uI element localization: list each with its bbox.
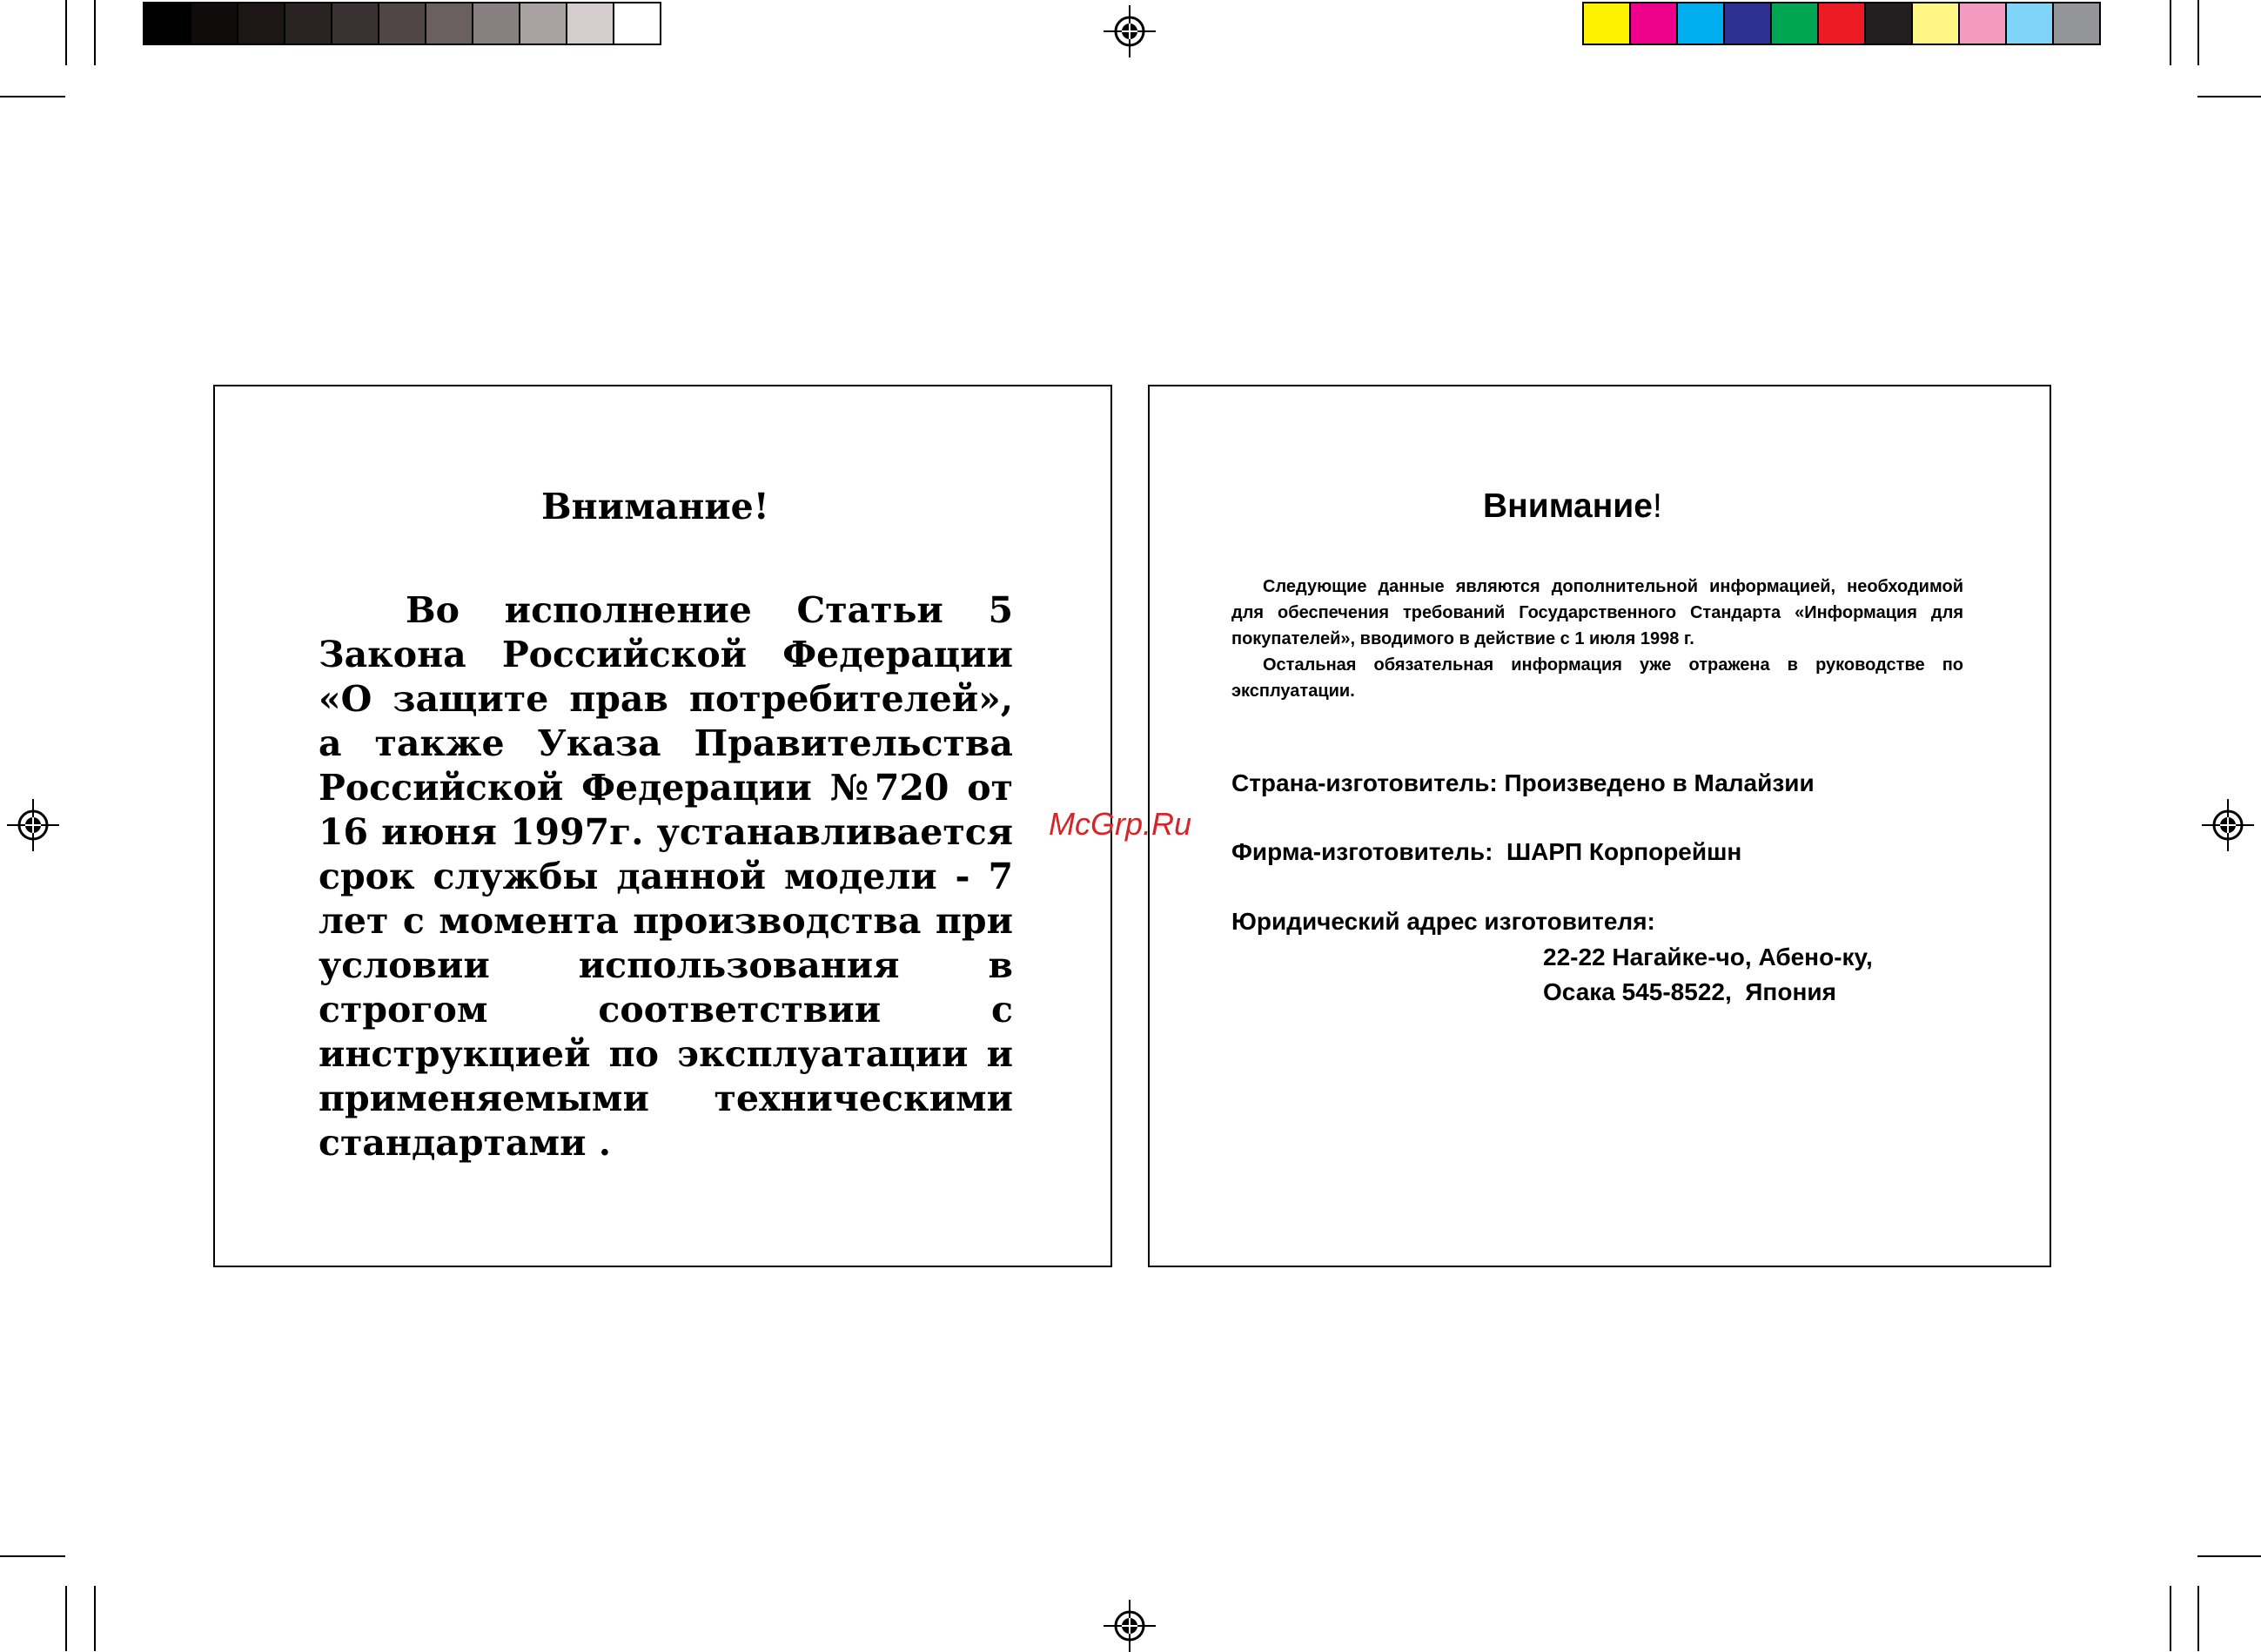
address-label: Юридический адрес изготовителя: <box>1231 908 1655 935</box>
gray-swatch <box>143 2 191 45</box>
color-swatch <box>1582 2 1631 45</box>
country-of-origin: Страна-изготовитель: Произведено в Малайзии <box>1231 769 1815 796</box>
color-swatch <box>1911 2 1960 45</box>
color-swatch <box>1817 2 1866 45</box>
crop-mark <box>2197 96 2261 97</box>
color-calibration-bar <box>1584 2 2101 45</box>
left-heading: Внимание! <box>541 486 769 527</box>
color-swatch <box>1770 2 1819 45</box>
crop-mark <box>65 0 67 65</box>
watermark-text: McGrp.Ru <box>1049 806 1192 842</box>
registration-mark-bottom <box>1104 1600 1156 1652</box>
right-heading-word: Внимание <box>1483 487 1653 525</box>
color-swatch <box>1676 2 1725 45</box>
gray-swatch <box>472 2 520 45</box>
manufacturer-name: Фирма-изготовитель: ШАРП Корпорейшн <box>1231 838 1742 865</box>
additional-info-paragraph: Следующие данные являются дополнительной информацией, необходимой для обеспечения требований Государственного Стандарта «Информация для покупателей», вводимого в действие с 1 июля 1998 г. <box>1231 577 1963 648</box>
gray-swatch <box>425 2 473 45</box>
crop-mark <box>65 1586 67 1651</box>
crop-mark <box>2170 0 2171 65</box>
crop-mark <box>94 0 96 65</box>
grayscale-calibration-bar <box>144 2 661 45</box>
right-intro-text <box>1231 574 1963 704</box>
manual-reference-paragraph: Остальная обязательная информация уже отражена в руководстве по эксплуатации. <box>1231 655 1963 701</box>
registration-mark-right <box>2202 799 2254 851</box>
color-swatch <box>1723 2 1772 45</box>
address-line-1: 22-22 Нагайке-чо, Абено-ку, <box>1543 944 1873 970</box>
crop-mark <box>2197 1586 2199 1651</box>
gray-swatch <box>378 2 426 45</box>
registration-mark-left <box>7 799 59 851</box>
gray-swatch <box>566 2 614 45</box>
crop-mark <box>0 1555 65 1557</box>
gray-swatch <box>331 2 379 45</box>
right-heading-mark: ! <box>1652 487 1662 525</box>
color-swatch <box>1629 2 1678 45</box>
service-life-paragraph: Во исполнение Статьи 5 Закона Российской Федерации «О защите прав потребителей», а также Указа Правительства Российской Федерации №720 от 16 июня 1997г. устанавливается срок службы данной модели - 7 лет с момента производства при условии использования в строгом соответствии с инструкцией по эксплуатации и применяемыми техническими стандартами . <box>319 589 1013 1164</box>
gray-swatch <box>237 2 285 45</box>
gray-swatch <box>519 2 567 45</box>
crop-mark <box>94 1586 96 1651</box>
crop-mark <box>2170 1586 2171 1651</box>
color-swatch <box>2005 2 2054 45</box>
color-swatch <box>1864 2 1913 45</box>
registration-mark-top <box>1104 5 1156 57</box>
right-heading <box>1483 487 1662 526</box>
address-line-2: Осака 545-8522, Япония <box>1543 978 1836 1005</box>
crop-mark <box>2197 1555 2261 1557</box>
color-swatch <box>2052 2 2101 45</box>
color-swatch <box>1958 2 2007 45</box>
gray-swatch <box>190 2 238 45</box>
left-body-text <box>319 588 1013 1165</box>
gray-swatch <box>284 2 332 45</box>
crop-mark <box>0 96 65 97</box>
gray-swatch <box>613 2 661 45</box>
crop-mark <box>2197 0 2199 65</box>
